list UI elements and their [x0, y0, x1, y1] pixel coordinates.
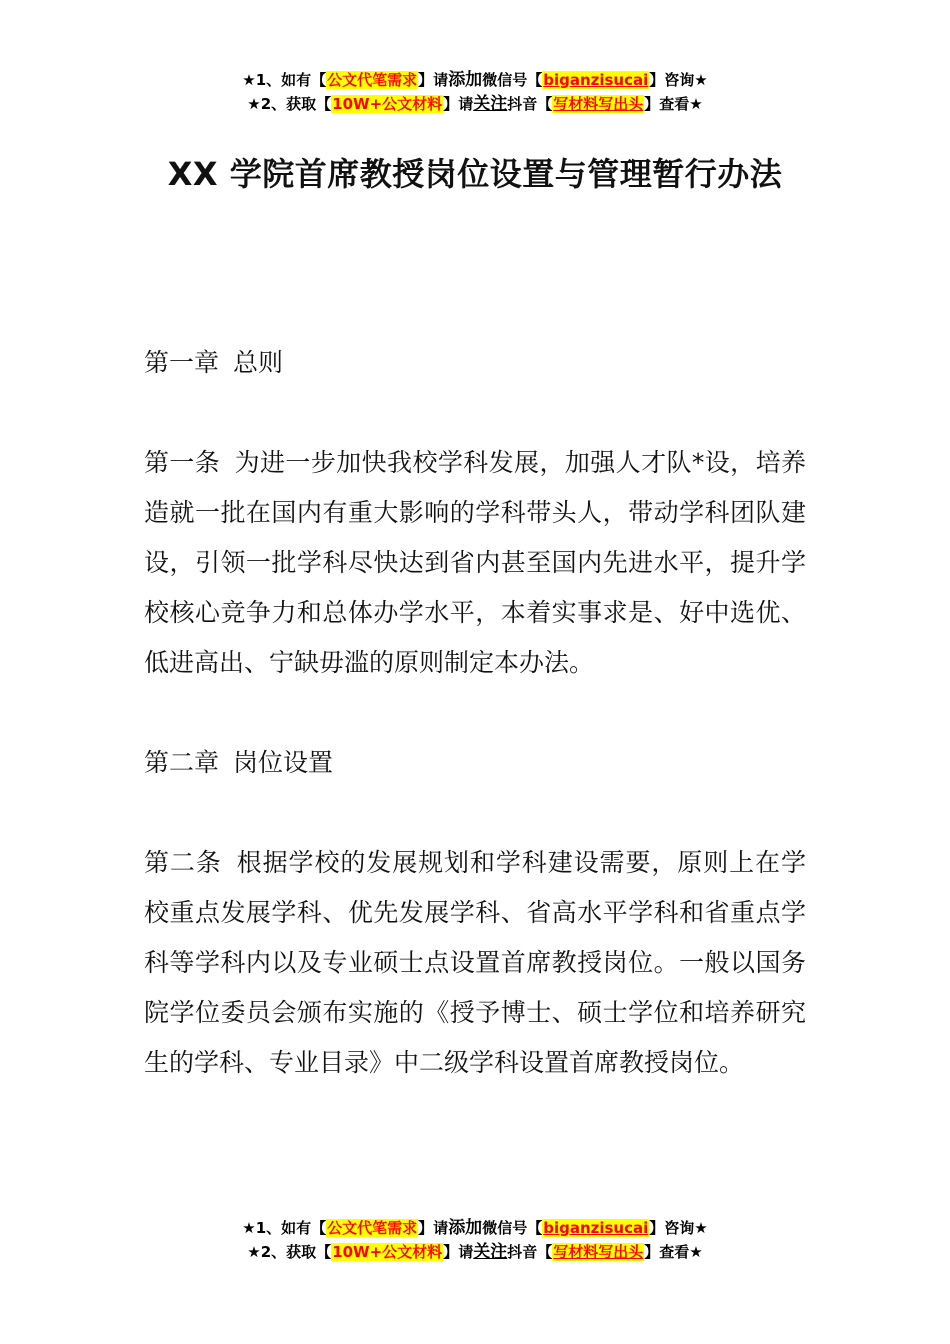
banner-line-1 [0, 68, 950, 92]
banner-text: 】查看★ [644, 1243, 703, 1261]
banner-line-2 [0, 92, 950, 116]
banner-text: 】请 [418, 1219, 449, 1237]
wechat-id-highlight: biganzisucai [543, 71, 649, 89]
banner-text: 微信号【 [482, 71, 543, 89]
chapter-name: 岗位设置 [233, 748, 334, 777]
chapter-heading [144, 338, 806, 388]
douyin-id-highlight: 写材料写出头 [553, 1243, 644, 1261]
banner-text: ★1、如有【 [242, 1219, 327, 1237]
banner-emphasis: 添加 [448, 1218, 483, 1238]
banner-text: ★2、获取【 [247, 95, 332, 113]
banner-line-2 [0, 1240, 950, 1264]
banner-text: 】咨询★ [649, 71, 708, 89]
banner-text: 】请 [418, 71, 449, 89]
article-text: 为进一步加快我校学科发展，加强人才队*设，培养造就一批在国内有重大影响的学科带头人，带动学科团队建设，引领一批学科尽快达到省内甚至国内先进水平，提升学校核心竞争力和总体办学水平，本着实事求是、好中选优、低进高出、宁缺毋滥的原则制定本办法。 [144, 448, 806, 677]
banner-text: 】请 [443, 1243, 474, 1261]
banner-highlight: 10W+公文材料 [332, 95, 443, 113]
douyin-id-highlight: 写材料写出头 [553, 95, 644, 113]
article-text: 根据学校的发展规划和学科建设需要，原则上在学校重点发展学科、优先发展学科、省高水平学科和省重点学科等学科内以及专业硕士点设置首席教授岗位。一般以国务院学位委员会颁布实施的《授予博士、硕士学位和培养研究生的学科、专业目录》中二级学科设置首席教授岗位。 [144, 848, 806, 1077]
banner-emphasis: 关注 [473, 94, 508, 114]
banner-text: 】咨询★ [649, 1219, 708, 1237]
banner-text: 抖音【 [507, 1243, 553, 1261]
banner-text: 】查看★ [644, 95, 703, 113]
article-number: 第二条 [144, 848, 222, 877]
banner-text: 抖音【 [507, 95, 553, 113]
banner-highlight: 10W+公文材料 [332, 1243, 443, 1261]
banner-text: ★2、获取【 [247, 1243, 332, 1261]
article-number: 第一条 [144, 448, 221, 477]
chapter-heading [144, 738, 806, 788]
article-paragraph [144, 838, 806, 1088]
chapter-number: 第一章 [144, 348, 220, 377]
banner-emphasis: 关注 [473, 1242, 508, 1262]
chapter-number: 第二章 [144, 748, 220, 777]
banner-highlight: 公文代笔需求 [327, 1219, 418, 1237]
chapter-name: 总则 [233, 348, 284, 377]
banner-text: ★1、如有【 [242, 71, 327, 89]
banner-emphasis: 添加 [448, 70, 483, 90]
banner-text: 微信号【 [482, 1219, 543, 1237]
banner-highlight: 公文代笔需求 [327, 71, 418, 89]
bottom-banner [0, 1216, 950, 1264]
wechat-id-highlight: biganzisucai [543, 1219, 649, 1237]
article-paragraph [144, 438, 806, 688]
banner-text: 】请 [443, 95, 474, 113]
document-body [144, 338, 806, 1138]
document-title: XX 学院首席教授岗位设置与管理暂行办法 [167, 155, 783, 193]
top-banner [0, 68, 950, 116]
banner-line-1 [0, 1216, 950, 1240]
